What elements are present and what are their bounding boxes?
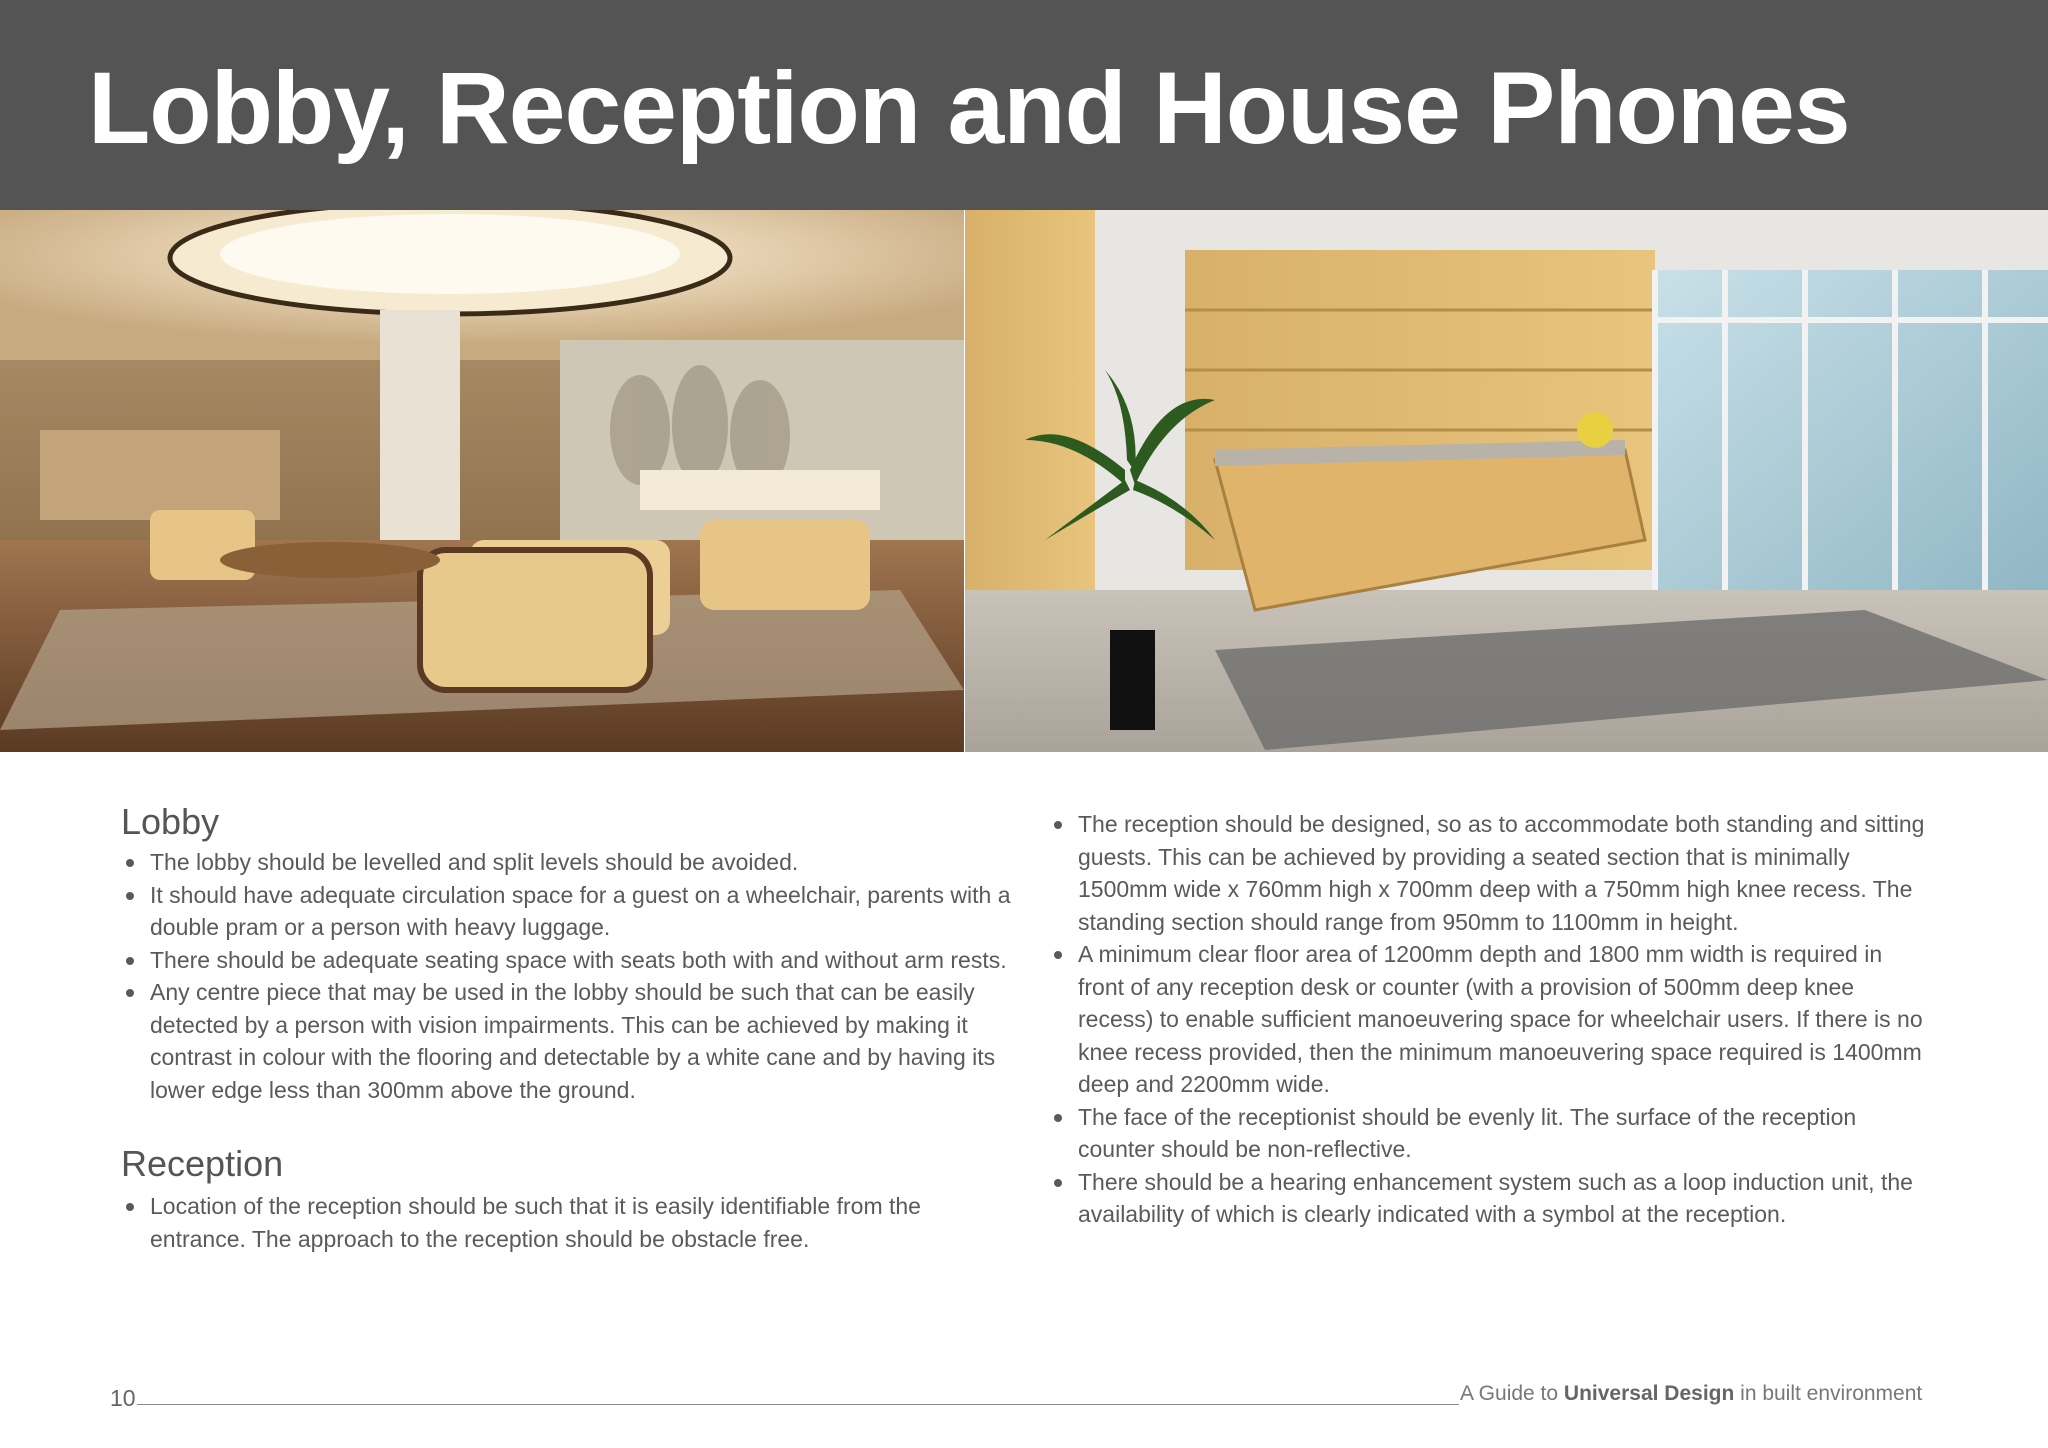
page-title: Lobby, Reception and House Phones: [88, 51, 1850, 165]
list-item: Location of the reception should be such that it is easily identifiable from the entrance. The approach to the reception should be obstacle free.: [121, 1190, 1021, 1255]
reception-heading: Reception: [121, 1143, 284, 1184]
lobby-list: [121, 846, 1021, 1106]
left-column: [121, 800, 1021, 1255]
reception-photo: [965, 210, 2048, 752]
reception-list-left: [121, 1190, 1021, 1255]
footer-caption: [1460, 1380, 1922, 1408]
list-item: A minimum clear floor area of 1200mm depth and 1800 mm width is required in front of any reception desk or counter (with a provision of 500mm deep knee recess) to enable sufficient manoeuvering space for wheelchair users. If there is no knee recess provided, then the minimum manoeuvering space required is 1400mm deep and 2200mm wide.: [1049, 938, 1929, 1101]
lobby-photo-illustration: [0, 210, 964, 752]
list-item: The reception should be designed, so as to accommodate both standing and sitting guests. This can be achieved by providing a seated section that is minimally 1500mm wide x 760mm high x 700mm deep with a 750mm high knee recess. The standing section should range from 950mm to 1100mm in height.: [1049, 808, 1929, 938]
footer-caption-suffix: in built environment: [1734, 1382, 1923, 1405]
footer-divider: [137, 1404, 1459, 1405]
lobby-photo: [0, 210, 964, 752]
list-item: The face of the receptionist should be evenly lit. The surface of the reception counter should be non-reflective.: [1049, 1101, 1929, 1166]
list-item: It should have adequate circulation space for a guest on a wheelchair, parents with a double pram or a person with heavy luggage.: [121, 879, 1021, 944]
list-item: There should be adequate seating space with seats both with and without arm rests.: [121, 944, 1021, 977]
list-item: There should be a hearing enhancement system such as a loop induction unit, the availability of which is clearly indicated with a symbol at the reception.: [1049, 1166, 1929, 1231]
list-item: The lobby should be levelled and split levels should be avoided.: [121, 846, 1021, 879]
footer-caption-bold: Universal Design: [1563, 1382, 1735, 1405]
lobby-heading: Lobby: [121, 801, 220, 842]
footer-caption-prefix: A Guide to: [1460, 1382, 1564, 1405]
title-bar: [0, 0, 2048, 210]
right-column: [1049, 806, 1929, 1231]
reception-photo-illustration: [965, 210, 2048, 752]
reception-list-right: [1049, 808, 1929, 1231]
page-number: 10: [110, 1385, 136, 1411]
list-item: Any centre piece that may be used in the lobby should be such that can be easily detected by a person with vision impairments. This can be achieved by making it contrast in colour with the flooring and detectable by a white cane and by having its lower edge less than 300mm above the ground.: [121, 976, 1021, 1106]
